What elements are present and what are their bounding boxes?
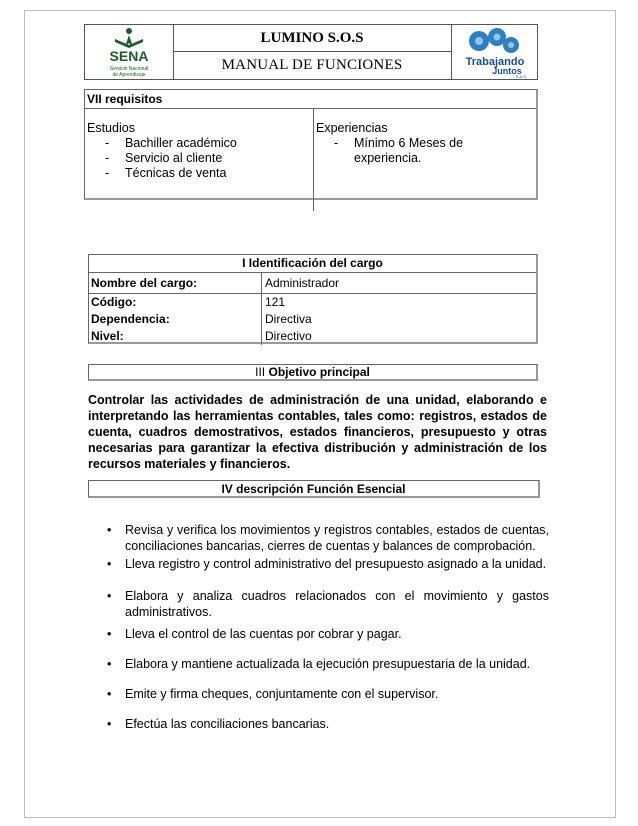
estudios-column (85, 109, 314, 211)
bullet-icon: • (107, 523, 112, 537)
trabajando-juntos-logo (451, 25, 537, 79)
list-item (103, 656, 549, 672)
list-item: - Bachiller académico (105, 136, 237, 150)
field-label: Código: (89, 294, 262, 311)
experiencias-heading: Experiencias (316, 121, 388, 135)
requisitos-section (84, 89, 538, 200)
funcion-text: Emite y firma cheques, conjuntamente con el supervisor. (125, 687, 439, 701)
list-item: - Mínimo 6 Meses de experiencia. (334, 136, 464, 165)
table-row (89, 328, 536, 345)
field-value: Administrador (265, 276, 340, 290)
requisitos-title: VII requisitos (85, 90, 536, 109)
field-label: Nivel: (89, 328, 262, 345)
trabajando-logo-line1: Trabajando (465, 56, 525, 68)
field-label: Dependencia: (89, 311, 262, 328)
estudios-item-text: Técnicas de venta (125, 166, 227, 180)
experiencias-list (316, 136, 538, 166)
experiencias-item-text: Mínimo 6 Meses de experiencia. (354, 136, 464, 165)
field-label: Nombre del cargo: (89, 273, 262, 293)
sena-caption-2: de Aprendizaje (112, 72, 146, 78)
bullet-icon: • (107, 657, 112, 671)
list-item (103, 588, 549, 620)
table-row (89, 273, 536, 294)
trabajando-logo-line2: Juntos (492, 66, 522, 76)
objetivo-title-text: Objetivo principal (268, 365, 370, 379)
estudios-item-text: Bachiller académico (125, 136, 237, 150)
sena-caption-1: Servicio Nacional (109, 66, 149, 72)
document-header (84, 24, 538, 80)
funcion-text: Elabora y mantiene actualizada la ejecución presupuestaria de la unidad. (125, 657, 531, 671)
funcion-text: Revisa y verifica los movimientos y registros contables, estados de cuentas, conciliaciones bancarias, cierres de cuentas y balances de comprobación. (125, 523, 549, 553)
header-center (173, 25, 452, 79)
identificacion-title: I Identificación del cargo (89, 255, 536, 273)
trabajando-logo-line3: S.A.S (515, 74, 527, 79)
estudios-list (87, 136, 313, 181)
sena-logo-text: SENA (109, 48, 149, 64)
bullet-icon: • (107, 627, 112, 641)
bullet-icon: • (107, 687, 112, 701)
field-value: Directiva (265, 312, 312, 326)
estudios-item-text: Servicio al cliente (125, 151, 223, 165)
document-title: LUMINO S.O.S (173, 25, 451, 52)
funcion-text: Lleva el control de las cuentas por cobrar y pagar. (125, 627, 402, 641)
funcion-text: Elabora y analiza cuadros relacionados con el movimiento y gastos administrativos. (125, 589, 549, 619)
list-item (103, 556, 549, 572)
document-subtitle: MANUAL DE FUNCIONES (221, 57, 403, 73)
field-value: Directivo (265, 329, 312, 343)
list-item: - Técnicas de venta (105, 166, 227, 180)
list-item: - Servicio al cliente (105, 151, 223, 165)
objetivo-text: Controlar las actividades de administración de una unidad, elaborando e interpretando las herramientas contables, tales como: registros, estados de cuenta, cuadros demostrativos, estados financieros, presupuesto y otras necesarias para garantizar la efectiva distribución y administración de los recursos materiales y financieros. (88, 393, 547, 471)
bullet-icon: • (107, 557, 112, 571)
list-item (103, 716, 549, 732)
funcion-text: Efectúa las conciliaciones bancarias. (125, 717, 330, 731)
bullet-icon: • (107, 589, 112, 603)
list-item (103, 626, 549, 642)
experiencias-column (314, 109, 538, 211)
funciones-title: IV descripción Función Esencial (88, 480, 540, 498)
identificacion-section (88, 254, 538, 344)
table-row (89, 311, 536, 328)
sena-logo (85, 25, 174, 79)
list-item (103, 686, 549, 702)
field-value: 121 (265, 295, 286, 309)
table-row (89, 294, 536, 311)
bullet-icon: • (107, 717, 112, 731)
list-item (103, 522, 549, 554)
funcion-text: Lleva registro y control administrativo del presupuesto asignado a la unidad. (125, 557, 547, 571)
estudios-heading: Estudios (87, 121, 135, 135)
objetivo-title (88, 364, 538, 381)
objetivo-title-prefix: III (255, 365, 266, 379)
